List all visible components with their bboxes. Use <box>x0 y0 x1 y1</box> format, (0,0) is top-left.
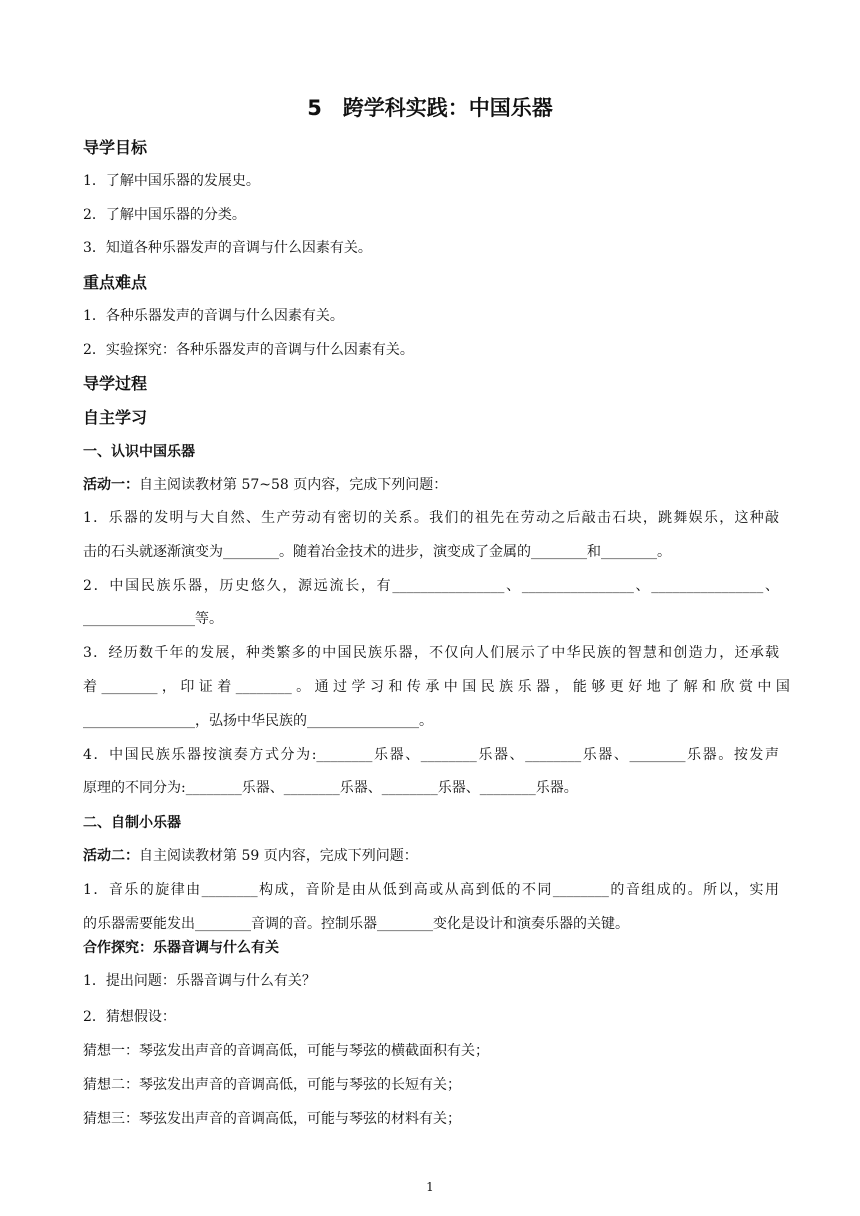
activity2-text: 自主阅读教材第 59 页内容，完成下列问题： <box>139 848 418 864</box>
activity2 <box>83 845 418 865</box>
activity1-text: 自主阅读教材第 57~58 页内容，完成下列问题： <box>139 477 448 493</box>
page-title: 5 跨学科实践：中国乐器 <box>307 96 553 120</box>
goal-item-3: 3．知道各种乐器发声的音调与什么因素有关。 <box>83 240 372 256</box>
para4-line1: 4．中国民族乐器按演奏方式分为:________乐器、________乐器、________乐器、________乐器。按发声 <box>83 747 779 763</box>
part1-heading: 一、认识中国乐器 <box>83 444 195 460</box>
para5-line2: 的乐器需要能发出________音调的音。控制乐器________变化是设计和演奏乐器的关键。 <box>83 916 629 932</box>
para3-line1: 3．经历数千年的发展，种类繁多的中国民族乐器，不仅向人们展示了中华民族的智慧和创造力，还承载 <box>83 645 779 661</box>
part2-heading: 二、自制小乐器 <box>83 815 181 831</box>
activity1 <box>83 474 447 494</box>
question-1: 1．提出问题：乐器音调与什么有关？ <box>83 973 316 989</box>
activity1-label: 活动一： <box>83 477 139 493</box>
guess-2: 猜想二：琴弦发出声音的音调高低，可能与琴弦的长短有关； <box>83 1077 461 1093</box>
key-item-1: 1．各种乐器发声的音调与什么因素有关。 <box>83 308 344 324</box>
para3-line2: 着 ________ ， 印 证 着 ________ 。 通 过 学 习 和 传 承 中 国 民 族 乐 器 ， 能 够 更 好 地 了 解 和 欣 赏 中 国 <box>83 679 790 695</box>
page-number: 1 <box>426 1180 434 1194</box>
para1-line1: 1．乐器的发明与大自然、生产劳动有密切的关系。我们的祖先在劳动之后敲击石块，跳舞娱乐，这种敲 <box>83 510 779 526</box>
para2-line2: ________________等。 <box>83 611 223 627</box>
goal-item-2: 2．了解中国乐器的分类。 <box>83 207 246 223</box>
guess-3: 猜想三：琴弦发出声音的音调高低，可能与琴弦的材料有关； <box>83 1111 461 1127</box>
question-2: 2．猜想假设： <box>83 1009 176 1025</box>
para1-line2: 击的石头就逐渐演变为________。随着冶金技术的进步，演变成了金属的________和________。 <box>83 544 671 560</box>
guess-1: 猜想一：琴弦发出声音的音调高低，可能与琴弦的横截面积有关； <box>83 1043 489 1059</box>
key-points-heading: 重点难点 <box>83 273 148 292</box>
para2-line1: 2．中国民族乐器，历史悠久，源远流长，有________________、________________、________________、 <box>83 578 779 594</box>
coop-heading: 合作探究：乐器音调与什么有关 <box>83 940 279 956</box>
self-study-heading: 自主学习 <box>83 408 148 427</box>
para3-line3: ________________，弘扬中华民族的________________。 <box>83 713 433 729</box>
key-item-2: 2．实验探究：各种乐器发声的音调与什么因素有关。 <box>83 342 414 358</box>
goals-heading: 导学目标 <box>83 138 148 157</box>
para4-line2: 原理的不同分为:________乐器、________乐器、________乐器、________乐器。 <box>83 780 578 796</box>
para5-line1: 1．音乐的旋律由________构成，音阶是由从低到高或从高到低的不同________的音组成的。所以，实用 <box>83 882 779 898</box>
process-heading: 导学过程 <box>83 374 148 393</box>
goal-item-1: 1．了解中国乐器的发展史。 <box>83 173 260 189</box>
activity2-label: 活动二： <box>83 848 139 864</box>
